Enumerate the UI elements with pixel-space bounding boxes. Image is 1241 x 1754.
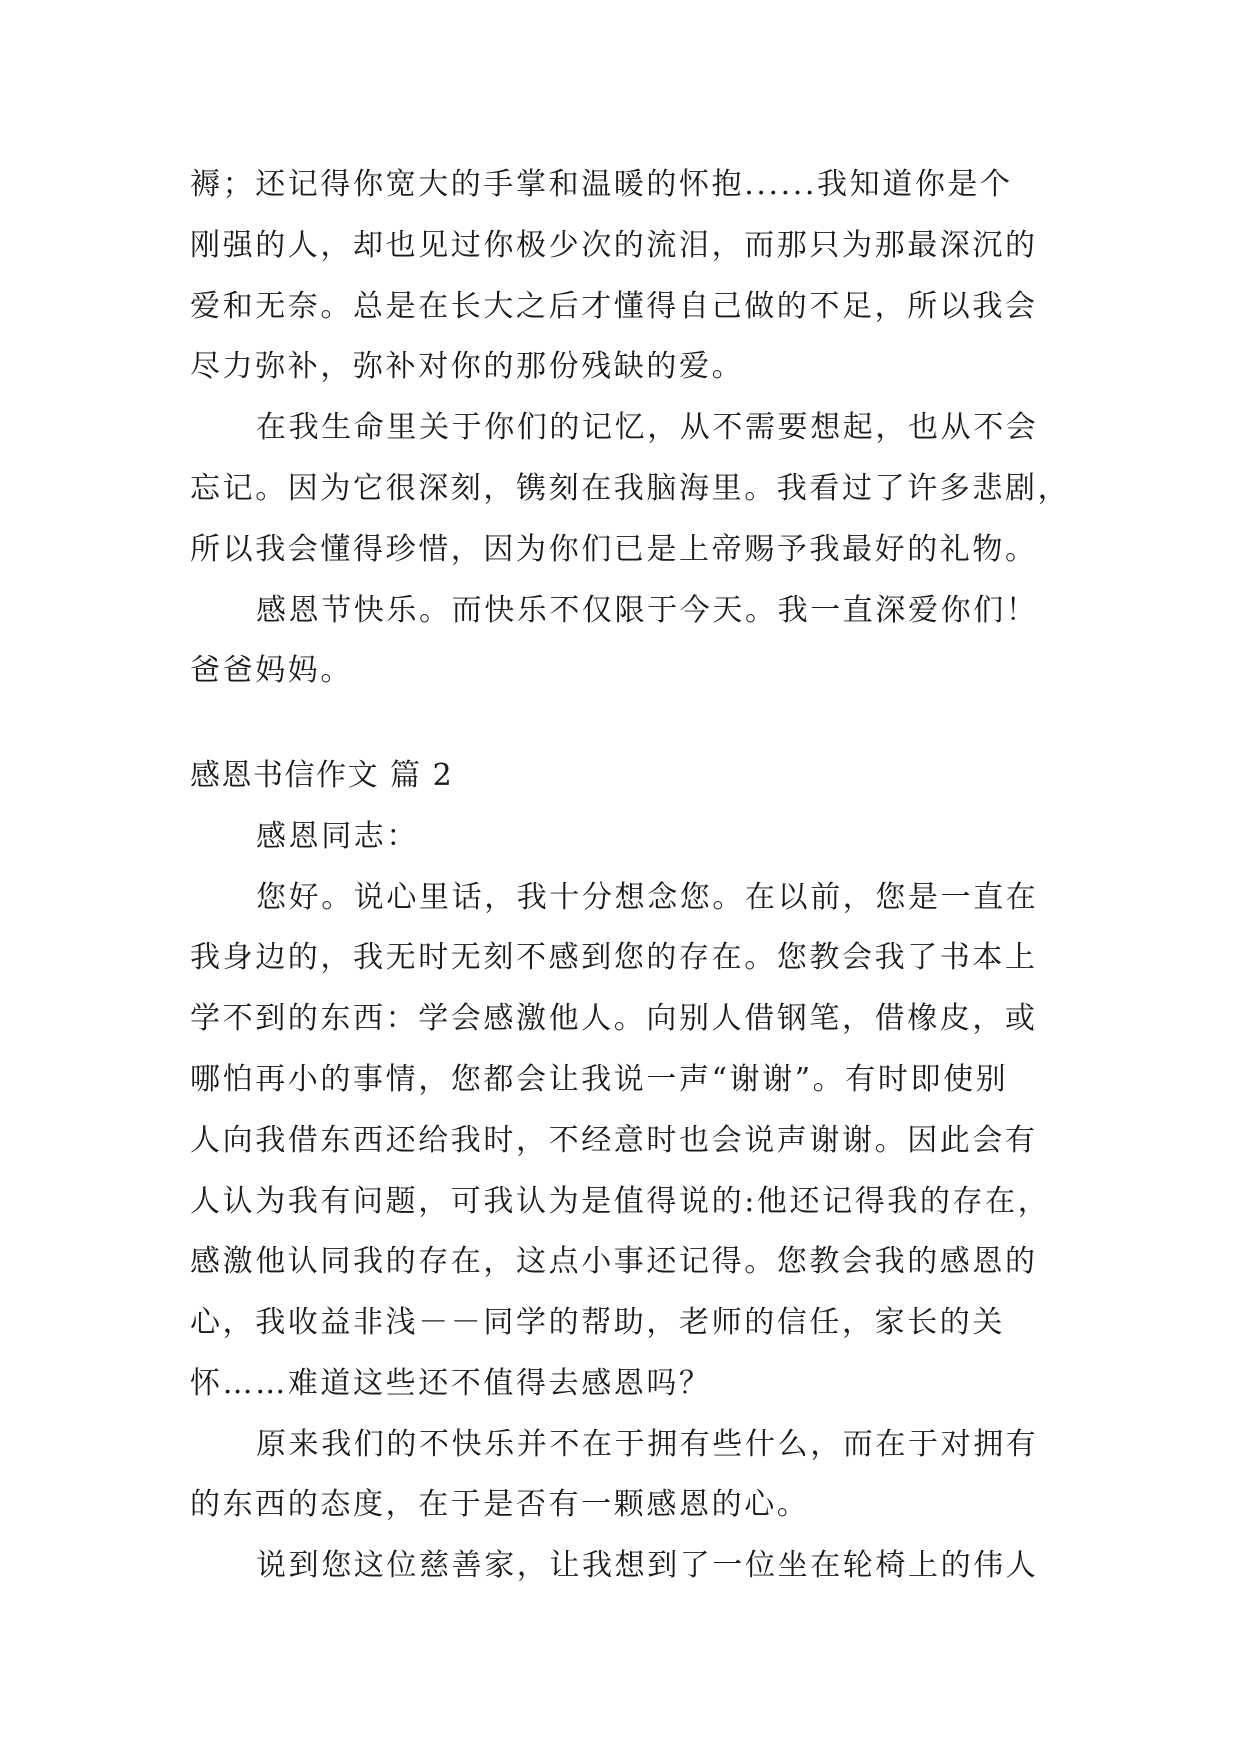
paragraph-line: 尽力弥补，弥补对你的那份残缺的爱。 xyxy=(190,349,745,384)
paragraph-line: 怀……难道这些还不值得去感恩吗？ xyxy=(190,1366,712,1401)
paragraph-line: 的东西的态度，在于是否有一颗感恩的心。 xyxy=(190,1487,810,1522)
paragraph-line: 心，我收益非浅－－同学的帮助，老师的信任，家长的关 xyxy=(190,1305,1005,1340)
salutation: 感恩同志： xyxy=(256,819,419,854)
paragraph-line: 褥；还记得你宽大的手掌和温暖的怀抱......我知道你是个 xyxy=(190,167,1013,202)
paragraph-line: 学不到的东西：学会感激他人。向别人借钢笔，借橡皮，或 xyxy=(190,1001,1038,1036)
paragraph-line: 所以我会懂得珍惜，因为你们已是上帝赐予我最好的礼物。 xyxy=(190,532,1038,567)
paragraph-line: 刚强的人，却也见过你极少次的流泪，而那只为那最深沉的 xyxy=(190,228,1038,263)
paragraph-line: 人向我借东西还给我时，不经意时也会说声谢谢。因此会有 xyxy=(190,1123,1038,1158)
paragraph-line: 爸爸妈妈。 xyxy=(190,653,353,688)
paragraph-line: 感恩节快乐。而快乐不仅限于今天。我一直深爱你们！ xyxy=(256,593,1039,628)
paragraph-line: 我身边的，我无时无刻不感到您的存在。您教会我了书本上 xyxy=(190,940,1038,975)
paragraph-line: 说到您这位慈善家，让我想到了一位坐在轮椅上的伟人 xyxy=(256,1548,1039,1583)
paragraph-line: 人认为我有问题，可我认为是值得说的:他还记得我的存在， xyxy=(190,1184,1051,1219)
paragraph-line: 忘记。因为它很深刻，镌刻在我脑海里。我看过了许多悲剧， xyxy=(190,471,1071,506)
paragraph-line: 爱和无奈。总是在长大之后才懂得自己做的不足，所以我会 xyxy=(190,289,1038,324)
paragraph-line: 原来我们的不快乐并不在于拥有些什么，而在于对拥有 xyxy=(256,1427,1039,1462)
paragraph-line: 哪怕再小的事情，您都会让我说一声“谢谢”。有时即使别 xyxy=(190,1062,1009,1097)
section-heading: 感恩书信作文 篇 2 xyxy=(190,758,454,793)
paragraph-line: 在我生命里关于你们的记忆，从不需要想起，也从不会 xyxy=(256,410,1039,445)
paragraph-line: 感激他认同我的存在，这点小事还记得。您教会我的感恩的 xyxy=(190,1244,1038,1279)
paragraph-line: 您好。说心里话，我十分想念您。在以前，您是一直在 xyxy=(256,880,1039,915)
